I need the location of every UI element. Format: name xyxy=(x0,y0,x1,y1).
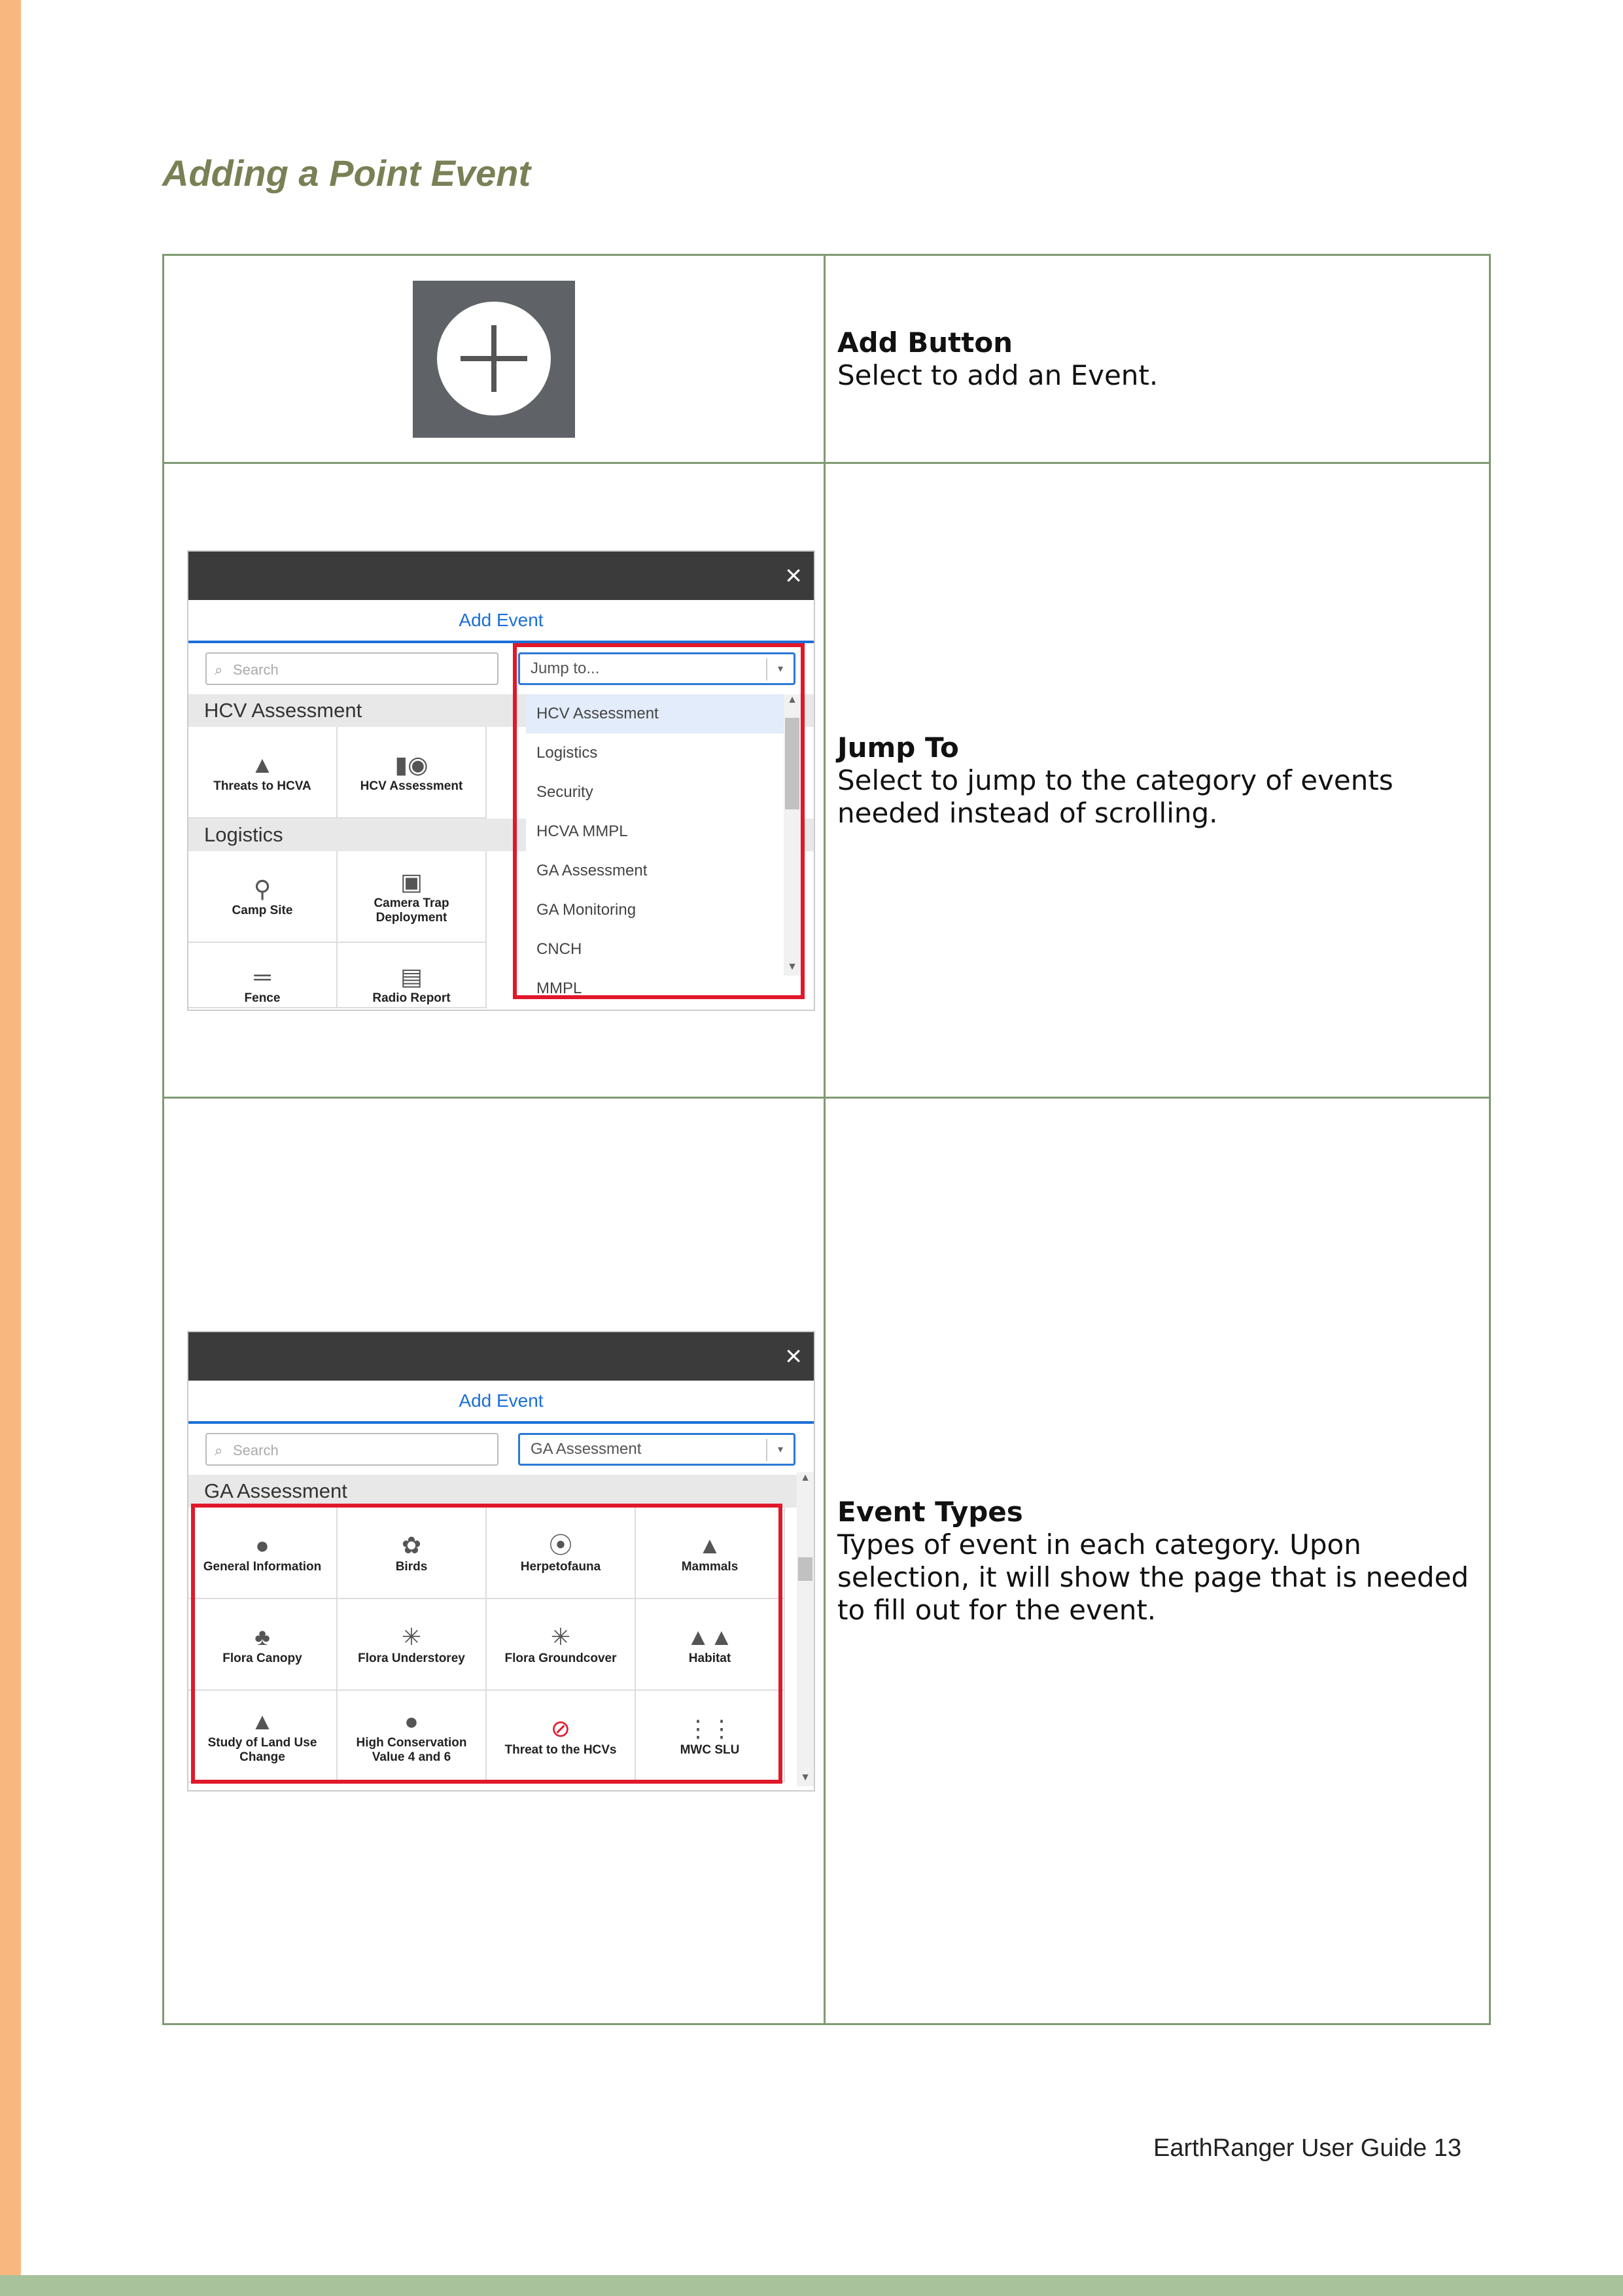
chevron-down-icon[interactable]: ▼ xyxy=(800,1771,811,1783)
search-input[interactable]: ⌕ Search xyxy=(205,652,498,685)
jump-to-select[interactable]: GA Assessment ▾ xyxy=(518,1433,795,1466)
event-tile[interactable]: ♣ Flora Canopy xyxy=(188,1599,338,1691)
circle-icon: ● xyxy=(255,1531,270,1559)
event-tile[interactable]: ⚲ Camp Site xyxy=(188,851,338,943)
event-tile[interactable]: ▲ Mammals xyxy=(636,1508,785,1599)
section-title: Adding a Point Event xyxy=(162,152,531,194)
table-row xyxy=(164,463,1490,1098)
description-cell xyxy=(825,255,1490,463)
close-icon[interactable]: × xyxy=(785,1339,802,1372)
dropdown-option[interactable]: CNCH xyxy=(536,940,582,958)
event-tile[interactable]: ⊘ Threat to the HCVs xyxy=(487,1691,636,1782)
radio-report-icon: ▤ xyxy=(400,963,423,990)
fence-icon: ═ xyxy=(254,963,271,990)
chevron-up-icon[interactable]: ▲ xyxy=(800,1472,811,1483)
chevron-up-icon[interactable]: ▲ xyxy=(787,694,797,705)
page-footer: EarthRanger User Guide 13 xyxy=(1153,2134,1461,2162)
footprints-icon: ⋮⋮ xyxy=(686,1714,733,1742)
sprout-icon: ✳ xyxy=(401,1623,422,1650)
dropdown-option[interactable]: HCVA MMPL xyxy=(536,822,628,840)
event-tile[interactable]: ● High Conservation Value 4 and 6 xyxy=(338,1691,487,1782)
dropdown-option[interactable]: Logistics xyxy=(536,743,598,762)
stump-icon: ▲ xyxy=(251,1707,274,1735)
dialog-header xyxy=(188,1332,814,1381)
chevron-down-icon: ▾ xyxy=(766,1439,794,1461)
event-tile[interactable]: ⦿ Herpetofauna xyxy=(487,1508,636,1599)
dropdown-option[interactable]: GA Monitoring xyxy=(536,900,637,919)
event-types-dialog-screenshot xyxy=(187,1331,815,1792)
dialog-controls xyxy=(188,1424,814,1475)
radio-pin-icon: ▮◉ xyxy=(394,751,428,778)
chevron-down-icon[interactable]: ▼ xyxy=(787,961,797,972)
category-header: HCV Assessment xyxy=(188,694,814,727)
category-header: Logistics xyxy=(188,819,814,851)
row-description: Select to jump to the category of events needed instead of scrolling. xyxy=(837,764,1393,829)
chevron-down-icon: ▾ xyxy=(766,658,794,680)
row-description: Types of event in each category. Upon selection, it will show the page that is needed to fill out for the event. xyxy=(837,1528,1469,1626)
tree-icon: ♣ xyxy=(254,1623,270,1650)
image-cell xyxy=(164,463,825,1098)
search-input[interactable]: ⌕ Search xyxy=(205,1433,498,1466)
event-tile[interactable]: ● General Information xyxy=(188,1508,338,1599)
grid-scrollbar[interactable] xyxy=(797,1472,814,1786)
description-cell xyxy=(825,463,1490,1098)
habitat-icon: ▲▲ xyxy=(686,1623,733,1650)
jump-to-dialog-screenshot xyxy=(187,550,815,1011)
left-accent-stripe xyxy=(0,0,21,2296)
event-tile[interactable]: ▣ Camera Trap Deployment xyxy=(338,851,487,943)
dialog-title: Add Event xyxy=(188,600,814,643)
guide-table xyxy=(162,254,1491,2025)
description-cell xyxy=(825,1098,1490,2024)
table-row xyxy=(164,255,1490,463)
event-tile[interactable]: ▮◉ HCV Assessment xyxy=(338,727,487,819)
camera-icon: ▣ xyxy=(400,868,423,895)
jump-to-select[interactable]: Jump to... ▾ xyxy=(518,652,795,685)
prohibited-icon: ⊘ xyxy=(550,1714,571,1742)
close-icon[interactable]: × xyxy=(785,559,802,592)
category-header: GA Assessment xyxy=(188,1475,814,1508)
add-button-screenshot xyxy=(413,281,575,438)
bird-icon: ✿ xyxy=(401,1531,422,1559)
table-row xyxy=(164,1098,1490,2024)
event-tile[interactable]: ✳ Flora Understorey xyxy=(338,1599,487,1691)
dropdown-option[interactable]: MMPL xyxy=(536,979,582,995)
image-cell xyxy=(164,255,825,463)
event-tile[interactable]: ⋮⋮ MWC SLU xyxy=(636,1691,785,1782)
event-tile[interactable]: ═ Fence xyxy=(188,943,338,1008)
event-tile[interactable]: ▲ Threats to HCVA xyxy=(188,727,338,819)
event-tile[interactable]: ▤ Radio Report xyxy=(338,943,487,1008)
event-tile[interactable]: ✳ Flora Groundcover xyxy=(487,1599,636,1691)
dialog-title: Add Event xyxy=(188,1381,814,1424)
highlight-box xyxy=(513,643,805,999)
lizard-icon: ⦿ xyxy=(548,1531,572,1559)
dropdown-option[interactable]: HCV Assessment xyxy=(526,694,801,733)
dialog-header xyxy=(188,552,814,600)
groundcover-icon: ✳ xyxy=(550,1623,571,1650)
search-icon: ⌕ xyxy=(215,661,223,678)
scrollbar-thumb[interactable] xyxy=(798,1557,812,1581)
row-description: Select to add an Event. xyxy=(837,359,1159,391)
row-title: Event Types xyxy=(837,1495,1023,1528)
image-cell xyxy=(164,1098,825,2024)
bottom-accent-bar xyxy=(0,2275,1623,2296)
map-pin-icon: ⚲ xyxy=(253,875,271,902)
dropdown-option[interactable]: GA Assessment xyxy=(536,861,648,879)
search-icon: ⌕ xyxy=(215,1441,223,1458)
circle-icon: ● xyxy=(404,1707,419,1735)
event-tile[interactable]: ▲ Study of Land Use Change xyxy=(188,1691,338,1782)
row-title: Add Button xyxy=(837,326,1013,359)
stump-icon: ▲ xyxy=(251,751,274,778)
event-tile[interactable]: ✿ Birds xyxy=(338,1508,487,1599)
mammal-icon: ▲ xyxy=(698,1531,722,1559)
dropdown-option[interactable]: Security xyxy=(536,783,593,801)
row-title: Jump To xyxy=(837,731,959,764)
add-button[interactable] xyxy=(437,302,551,415)
highlight-box xyxy=(191,1504,782,1784)
event-tile[interactable]: ▲▲ Habitat xyxy=(636,1599,785,1691)
